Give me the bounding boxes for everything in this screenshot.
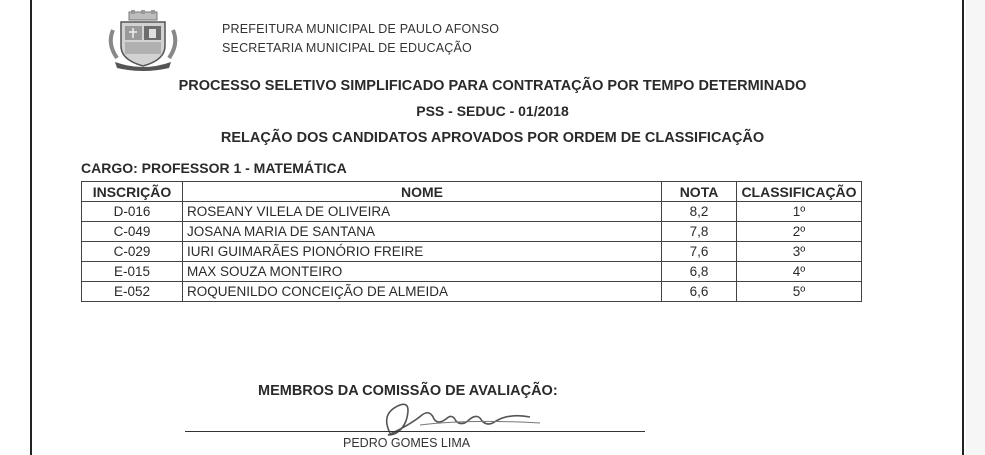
table-header-row [82, 182, 862, 202]
cell-inscricao: C-029 [82, 242, 183, 262]
cell-nota: 6,8 [662, 262, 737, 282]
cell-inscricao: D-016 [82, 202, 183, 222]
cell-nota: 6,6 [662, 282, 737, 302]
signature-line [185, 431, 645, 432]
commission-members-label: MEMBROS DA COMISSÃO DE AVALIAÇÃO: [258, 383, 558, 399]
col-header-nome: NOME [183, 182, 662, 202]
page-border-left [30, 0, 32, 455]
cell-inscricao: E-015 [82, 262, 183, 282]
cell-classificacao: 3º [737, 242, 862, 262]
header-secretaria: SECRETARIA MUNICIPAL DE EDUCAÇÃO [222, 41, 472, 55]
cell-classificacao: 1º [737, 202, 862, 222]
list-title: RELAÇÃO DOS CANDIDATOS APROVADOS POR ORDEM DE CLASSIFICAÇÃO [220, 130, 765, 146]
table-row [82, 242, 862, 262]
scan-margin [966, 0, 985, 455]
cell-inscricao: C-049 [82, 222, 183, 242]
cell-classificacao: 5º [737, 282, 862, 302]
process-code: PSS - SEDUC - 01/2018 [416, 103, 569, 119]
col-header-classificacao: CLASSIFICAÇÃO [737, 182, 862, 202]
table-row [82, 282, 862, 302]
cell-classificacao: 4º [737, 262, 862, 282]
col-header-nota: NOTA [662, 182, 737, 202]
process-title: PROCESSO SELETIVO SIMPLIFICADO PARA CONTRATAÇÃO POR TEMPO DETERMINADO [178, 78, 807, 94]
municipal-coat-of-arms-icon [103, 10, 183, 72]
signer-name: PEDRO GOMES LIMA [343, 436, 471, 450]
header-prefeitura: PREFEITURA MUNICIPAL DE PAULO AFONSO [222, 22, 500, 36]
cell-inscricao: E-052 [82, 282, 183, 302]
cell-nome: IURI GUIMARÃES PIONÓRIO FREIRE [183, 242, 662, 262]
cell-classificacao: 2º [737, 222, 862, 242]
cell-nota: 7,6 [662, 242, 737, 262]
col-header-inscricao: INSCRIÇÃO [82, 182, 183, 202]
cell-nota: 8,2 [662, 202, 737, 222]
table-row [82, 262, 862, 282]
cargo-label: CARGO: PROFESSOR 1 - MATEMÁTICA [81, 160, 347, 176]
page-border-right [962, 0, 964, 455]
cell-nome: MAX SOUZA MONTEIRO [183, 262, 662, 282]
table-row [82, 222, 862, 242]
cell-nome: JOSANA MARIA DE SANTANA [183, 222, 662, 242]
results-table [81, 181, 862, 302]
cell-nome: ROSEANY VILELA DE OLIVEIRA [183, 202, 662, 222]
cell-nome: ROQUENILDO CONCEIÇÃO DE ALMEIDA [183, 282, 662, 302]
cell-nota: 7,8 [662, 222, 737, 242]
table-row [82, 202, 862, 222]
